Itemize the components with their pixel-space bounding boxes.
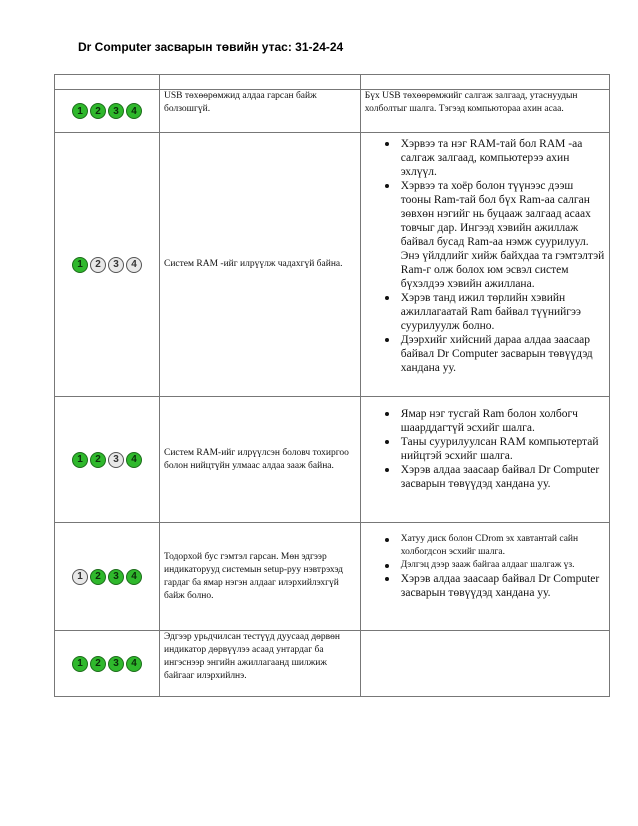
diagnostic-lights [72,103,142,119]
led-3-icon: 3 [108,452,124,468]
led-4-icon: 4 [126,452,142,468]
solution-cell [360,631,609,697]
led-4-icon: 4 [126,103,142,119]
led-4-icon: 4 [126,656,142,672]
led-1-icon: 1 [72,257,88,273]
list-item: Дээрхийг хийсний дараа алдаа заасаар байвал Dr Computer засварын төвүүдэд хандана уу. [401,333,605,375]
list-item: Хатуу диск болон CDrom эх хавтантай сайн холбогдсон эсхийг шалга. [401,533,605,559]
list-item: Дэлгэц дээр зааж байгаа алдааг шалгаж үз. [401,559,605,572]
description-cell: USB төхөөрөмжид алдаа гарсан байж болзошгүй. [160,90,361,133]
description-cell: Эдгээр урьдчилсан тестүүд дуусаад дөрвөн индикатор дөрвүүлээ асаад унтардаг ба ингэснээр энгийн ажиллагаанд шилжиж байгааг илэрхийлнэ. [160,631,361,697]
diagnostic-lights [72,452,142,468]
led-1-icon: 1 [72,569,88,585]
table-row [55,631,610,697]
description-cell: Тодорхой бус гэмтэл гарсан. Мөн эдгээр индикаторууд системын setup-руу нэвтрэхэд гардаг ба ямар нэгэн алдааг илэрхийлэхгүй байж болно. [160,523,361,631]
description-cell: Систем RAM-ийг илрүүлсэн боловч тохиргоо болон нийцтүйн улмаас алдаа зааж байна. [160,397,361,523]
diagnostic-table [54,74,610,697]
solution-cell [360,523,609,631]
led-2-icon: 2 [90,569,106,585]
led-2-icon: 2 [90,452,106,468]
diagnostic-lights [72,656,142,672]
empty-cell [160,75,361,90]
led-1-icon: 1 [72,452,88,468]
diagnostic-lights [72,257,142,273]
solution-cell [360,397,609,523]
list-item: Хэрэв алдаа заасаар байвал Dr Computer засварын төвүүдэд хандана уу. [401,572,605,600]
list-item: Хэрэв танд ижил төрлийн хэвийн ажиллагаатай Ram байвал түүнийгээ суурилуулж болно. [401,291,605,333]
solution-list [365,533,605,600]
led-1-icon: 1 [72,656,88,672]
led-3-icon: 3 [108,257,124,273]
empty-cell [55,75,160,90]
indicator-cell [55,523,160,631]
led-2-icon: 2 [90,257,106,273]
table-row [55,90,610,133]
led-2-icon: 2 [90,103,106,119]
solution-list [365,407,605,491]
indicator-cell [55,397,160,523]
led-4-icon: 4 [126,257,142,273]
list-item: Хэрвээ та нэг RAM-тай бол RAM -аа салгаж залгаад, компьютерээ ахин эхлүүл. [401,137,605,179]
led-3-icon: 3 [108,656,124,672]
empty-cell [360,75,609,90]
description-cell: Систем RAM -ийг илрүүлж чадахгүй байна. [160,133,361,397]
diagnostic-lights [72,569,142,585]
list-item: Хэрвээ та хоёр болон түүнээс дээш тооны Ram-тай бол бүх Ram-аа салган зөвхөн нэгийг нь буцааж залгаад асаах товчыг дар. Ингээд хэвийн ажиллаж байвал бусад Ram-аа нэмж суурилуул. Энэ үйлдлийг хийж байхдаа та гэмтэлтэй Ram-г олж болох юм эсвэл систем бүхэлдээ хэвийн ажиллана. [400,180,605,290]
indicator-cell [55,631,160,697]
indicator-cell [55,133,160,397]
solution-cell: Бүх USB төхөөрөмжийг салгаж залгаад, утаснуудын холболтыг шалга. Тэгээд компьютораа ахин асаа. [360,90,609,133]
list-item: Хэрэв алдаа заасаар байвал Dr Computer засварын төвүүдэд хандана уу. [401,463,605,491]
table-row [55,523,610,631]
table-row [55,397,610,523]
list-item: Таны суурилуулсан RAM компьютертай нийцтэй эсхийг шалга. [401,435,605,463]
page-title: Dr Computer засварын төвийн утас: 31-24-24 [78,40,344,54]
led-4-icon: 4 [126,569,142,585]
solution-list [365,137,605,375]
led-3-icon: 3 [108,103,124,119]
table-row-empty [55,75,610,90]
table-row [55,133,610,397]
list-item: Ямар нэг тусгай Ram болон холбогч шаарддагтүй эсхийг шалга. [401,407,605,435]
indicator-cell [55,90,160,133]
led-1-icon: 1 [72,103,88,119]
led-2-icon: 2 [90,656,106,672]
solution-cell [360,133,609,397]
led-3-icon: 3 [108,569,124,585]
